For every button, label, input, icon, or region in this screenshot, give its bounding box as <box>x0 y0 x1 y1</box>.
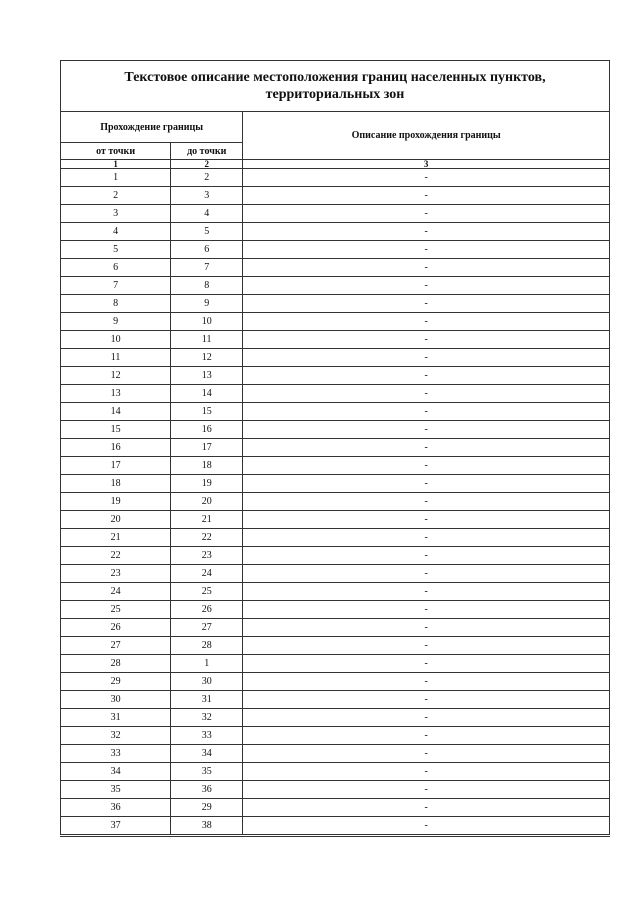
cell-desc: - <box>243 223 610 241</box>
cell-desc: - <box>243 349 610 367</box>
table-row <box>61 601 610 619</box>
cell-to: 18 <box>171 457 243 475</box>
cell-from: 22 <box>61 547 171 565</box>
cell-desc: - <box>243 331 610 349</box>
cell-from: 30 <box>61 691 171 709</box>
cell-desc: - <box>243 547 610 565</box>
cell-to: 26 <box>171 601 243 619</box>
page-title: Текстовое описание местоположения границ населенных пунктов, территориальных зон <box>61 61 610 112</box>
cell-to: 8 <box>171 277 243 295</box>
cell-desc: - <box>243 565 610 583</box>
cell-desc: - <box>243 259 610 277</box>
cell-from: 1 <box>61 169 171 187</box>
cell-desc: - <box>243 763 610 781</box>
cell-from: 8 <box>61 295 171 313</box>
cell-desc: - <box>243 295 610 313</box>
table-row <box>61 241 610 259</box>
table-row <box>61 223 610 241</box>
cell-from: 27 <box>61 637 171 655</box>
cell-desc: - <box>243 313 610 331</box>
header-to-point: до точки <box>171 143 243 160</box>
cell-to: 10 <box>171 313 243 331</box>
cell-from: 15 <box>61 421 171 439</box>
table-row <box>61 187 610 205</box>
header-boundary-group: Прохождение границы <box>61 112 243 143</box>
cell-from: 26 <box>61 619 171 637</box>
cell-desc: - <box>243 169 610 187</box>
cell-to: 1 <box>171 655 243 673</box>
cell-to: 21 <box>171 511 243 529</box>
cell-to: 20 <box>171 493 243 511</box>
cell-to: 4 <box>171 205 243 223</box>
cell-from: 31 <box>61 709 171 727</box>
cell-desc: - <box>243 241 610 259</box>
cell-from: 33 <box>61 745 171 763</box>
cell-to: 13 <box>171 367 243 385</box>
cell-to: 28 <box>171 637 243 655</box>
cell-desc: - <box>243 277 610 295</box>
cell-to: 19 <box>171 475 243 493</box>
cell-from: 23 <box>61 565 171 583</box>
cell-desc: - <box>243 475 610 493</box>
table-row <box>61 421 610 439</box>
cell-to: 33 <box>171 727 243 745</box>
table-row <box>61 781 610 799</box>
cell-to: 11 <box>171 331 243 349</box>
header-description: Описание прохождения границы <box>243 112 610 160</box>
table-row <box>61 565 610 583</box>
table-row <box>61 799 610 817</box>
cell-to: 5 <box>171 223 243 241</box>
cell-to: 32 <box>171 709 243 727</box>
cell-from: 18 <box>61 475 171 493</box>
cell-desc: - <box>243 439 610 457</box>
cell-to: 17 <box>171 439 243 457</box>
table-row <box>61 511 610 529</box>
cell-desc: - <box>243 637 610 655</box>
cell-to: 2 <box>171 169 243 187</box>
cell-desc: - <box>243 655 610 673</box>
cell-desc: - <box>243 205 610 223</box>
table-row <box>61 457 610 475</box>
cell-from: 25 <box>61 601 171 619</box>
cell-from: 5 <box>61 241 171 259</box>
cell-to: 15 <box>171 403 243 421</box>
cell-from: 28 <box>61 655 171 673</box>
table-row <box>61 673 610 691</box>
table-row <box>61 313 610 331</box>
cell-desc: - <box>243 403 610 421</box>
cell-to: 24 <box>171 565 243 583</box>
cell-desc: - <box>243 817 610 836</box>
table-row <box>61 817 610 836</box>
table-row <box>61 475 610 493</box>
cell-desc: - <box>243 799 610 817</box>
cell-desc: - <box>243 745 610 763</box>
cell-from: 19 <box>61 493 171 511</box>
cell-to: 6 <box>171 241 243 259</box>
cell-from: 7 <box>61 277 171 295</box>
cell-from: 37 <box>61 817 171 836</box>
cell-from: 34 <box>61 763 171 781</box>
cell-desc: - <box>243 583 610 601</box>
cell-from: 32 <box>61 727 171 745</box>
cell-desc: - <box>243 727 610 745</box>
cell-from: 21 <box>61 529 171 547</box>
cell-desc: - <box>243 781 610 799</box>
header-from-point: от точки <box>61 143 171 160</box>
cell-desc: - <box>243 691 610 709</box>
cell-to: 25 <box>171 583 243 601</box>
cell-desc: - <box>243 601 610 619</box>
table-row <box>61 619 610 637</box>
column-number-3: 3 <box>243 160 610 169</box>
table-row <box>61 493 610 511</box>
cell-from: 9 <box>61 313 171 331</box>
cell-desc: - <box>243 421 610 439</box>
cell-desc: - <box>243 709 610 727</box>
table-row <box>61 709 610 727</box>
cell-from: 36 <box>61 799 171 817</box>
cell-to: 22 <box>171 529 243 547</box>
cell-to: 35 <box>171 763 243 781</box>
cell-desc: - <box>243 493 610 511</box>
table-row <box>61 169 610 187</box>
cell-from: 24 <box>61 583 171 601</box>
cell-to: 27 <box>171 619 243 637</box>
table-row <box>61 385 610 403</box>
table-row <box>61 439 610 457</box>
cell-desc: - <box>243 619 610 637</box>
cell-desc: - <box>243 673 610 691</box>
cell-from: 17 <box>61 457 171 475</box>
cell-from: 3 <box>61 205 171 223</box>
cell-from: 14 <box>61 403 171 421</box>
cell-to: 36 <box>171 781 243 799</box>
table-row <box>61 547 610 565</box>
table-row <box>61 727 610 745</box>
table-row <box>61 205 610 223</box>
table-row <box>61 349 610 367</box>
table-row <box>61 583 610 601</box>
table-row <box>61 277 610 295</box>
cell-to: 14 <box>171 385 243 403</box>
cell-to: 16 <box>171 421 243 439</box>
table-row <box>61 691 610 709</box>
cell-from: 10 <box>61 331 171 349</box>
cell-from: 6 <box>61 259 171 277</box>
cell-from: 11 <box>61 349 171 367</box>
cell-desc: - <box>243 457 610 475</box>
table-row <box>61 259 610 277</box>
table-row <box>61 763 610 781</box>
column-number-1: 1 <box>61 160 171 169</box>
cell-desc: - <box>243 529 610 547</box>
cell-from: 2 <box>61 187 171 205</box>
cell-to: 12 <box>171 349 243 367</box>
cell-from: 29 <box>61 673 171 691</box>
cell-to: 34 <box>171 745 243 763</box>
table-row <box>61 331 610 349</box>
cell-from: 13 <box>61 385 171 403</box>
cell-from: 20 <box>61 511 171 529</box>
table-row <box>61 745 610 763</box>
cell-from: 16 <box>61 439 171 457</box>
table-body <box>61 169 610 836</box>
cell-to: 9 <box>171 295 243 313</box>
cell-to: 30 <box>171 673 243 691</box>
cell-to: 29 <box>171 799 243 817</box>
boundary-table <box>60 60 610 837</box>
cell-to: 23 <box>171 547 243 565</box>
cell-desc: - <box>243 187 610 205</box>
table-row <box>61 529 610 547</box>
cell-to: 31 <box>171 691 243 709</box>
cell-from: 12 <box>61 367 171 385</box>
table-row <box>61 367 610 385</box>
table-row <box>61 655 610 673</box>
column-number-2: 2 <box>171 160 243 169</box>
cell-to: 3 <box>171 187 243 205</box>
cell-desc: - <box>243 511 610 529</box>
cell-from: 4 <box>61 223 171 241</box>
cell-from: 35 <box>61 781 171 799</box>
table-row <box>61 403 610 421</box>
cell-desc: - <box>243 385 610 403</box>
table-row <box>61 637 610 655</box>
cell-desc: - <box>243 367 610 385</box>
table-row <box>61 295 610 313</box>
document-sheet <box>60 60 610 837</box>
cell-to: 38 <box>171 817 243 836</box>
cell-to: 7 <box>171 259 243 277</box>
